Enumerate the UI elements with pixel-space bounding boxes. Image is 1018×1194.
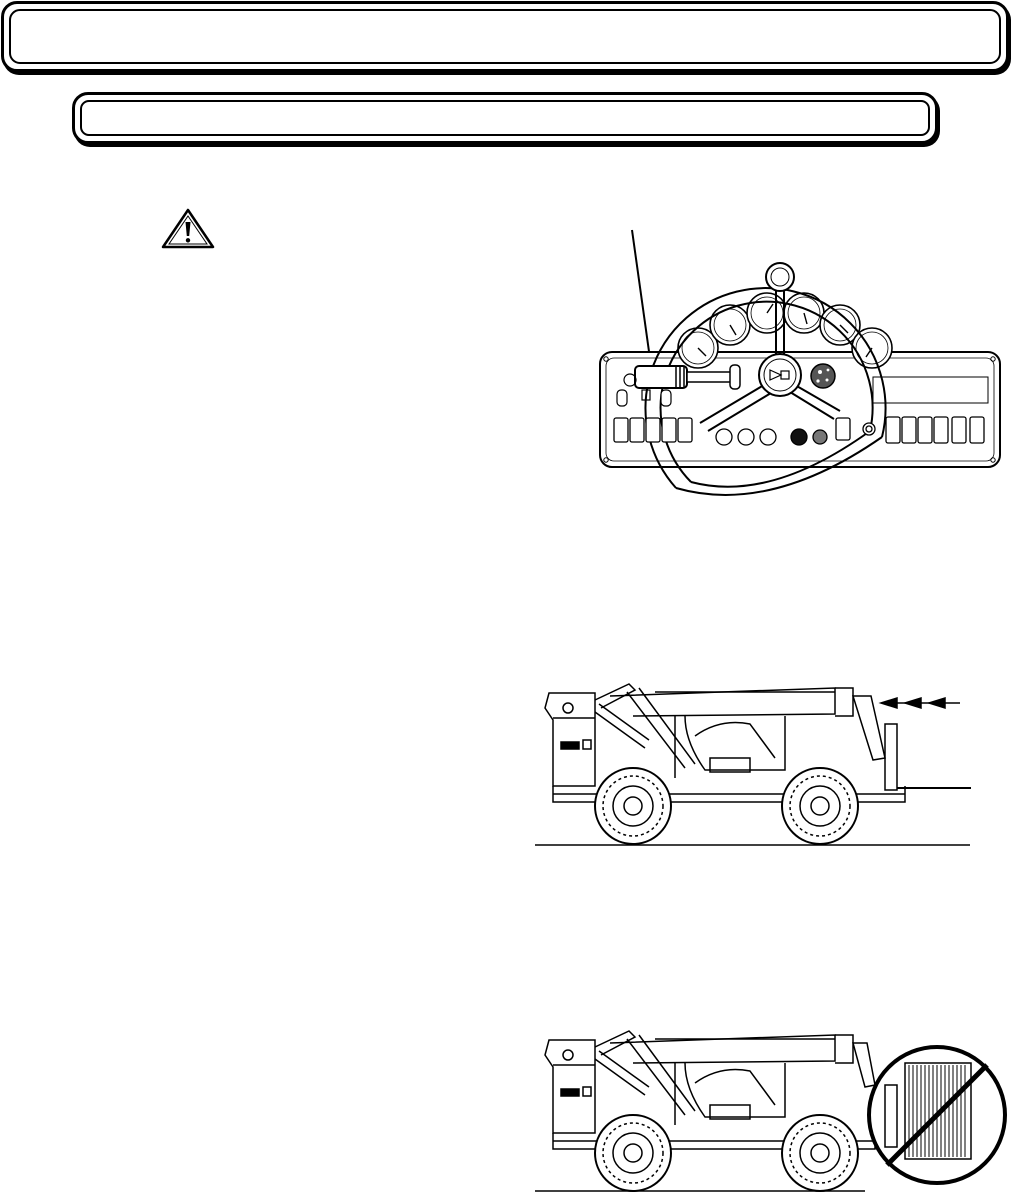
instrument-panel-figure — [590, 225, 1010, 500]
speckled-knob — [811, 364, 835, 388]
warning-triangle-icon — [160, 207, 216, 251]
prohibited-circle-icon — [869, 1047, 1005, 1183]
telehandler-body — [535, 1031, 875, 1191]
title-banner — [1, 1, 1009, 72]
left-rocker-switches — [614, 418, 692, 442]
section-banner — [72, 92, 938, 144]
telehandler-arrows-figure — [535, 678, 975, 848]
telehandler-prohibited-figure — [535, 1025, 1010, 1193]
retract-arrows — [881, 698, 960, 708]
telehandler-body — [535, 684, 971, 845]
